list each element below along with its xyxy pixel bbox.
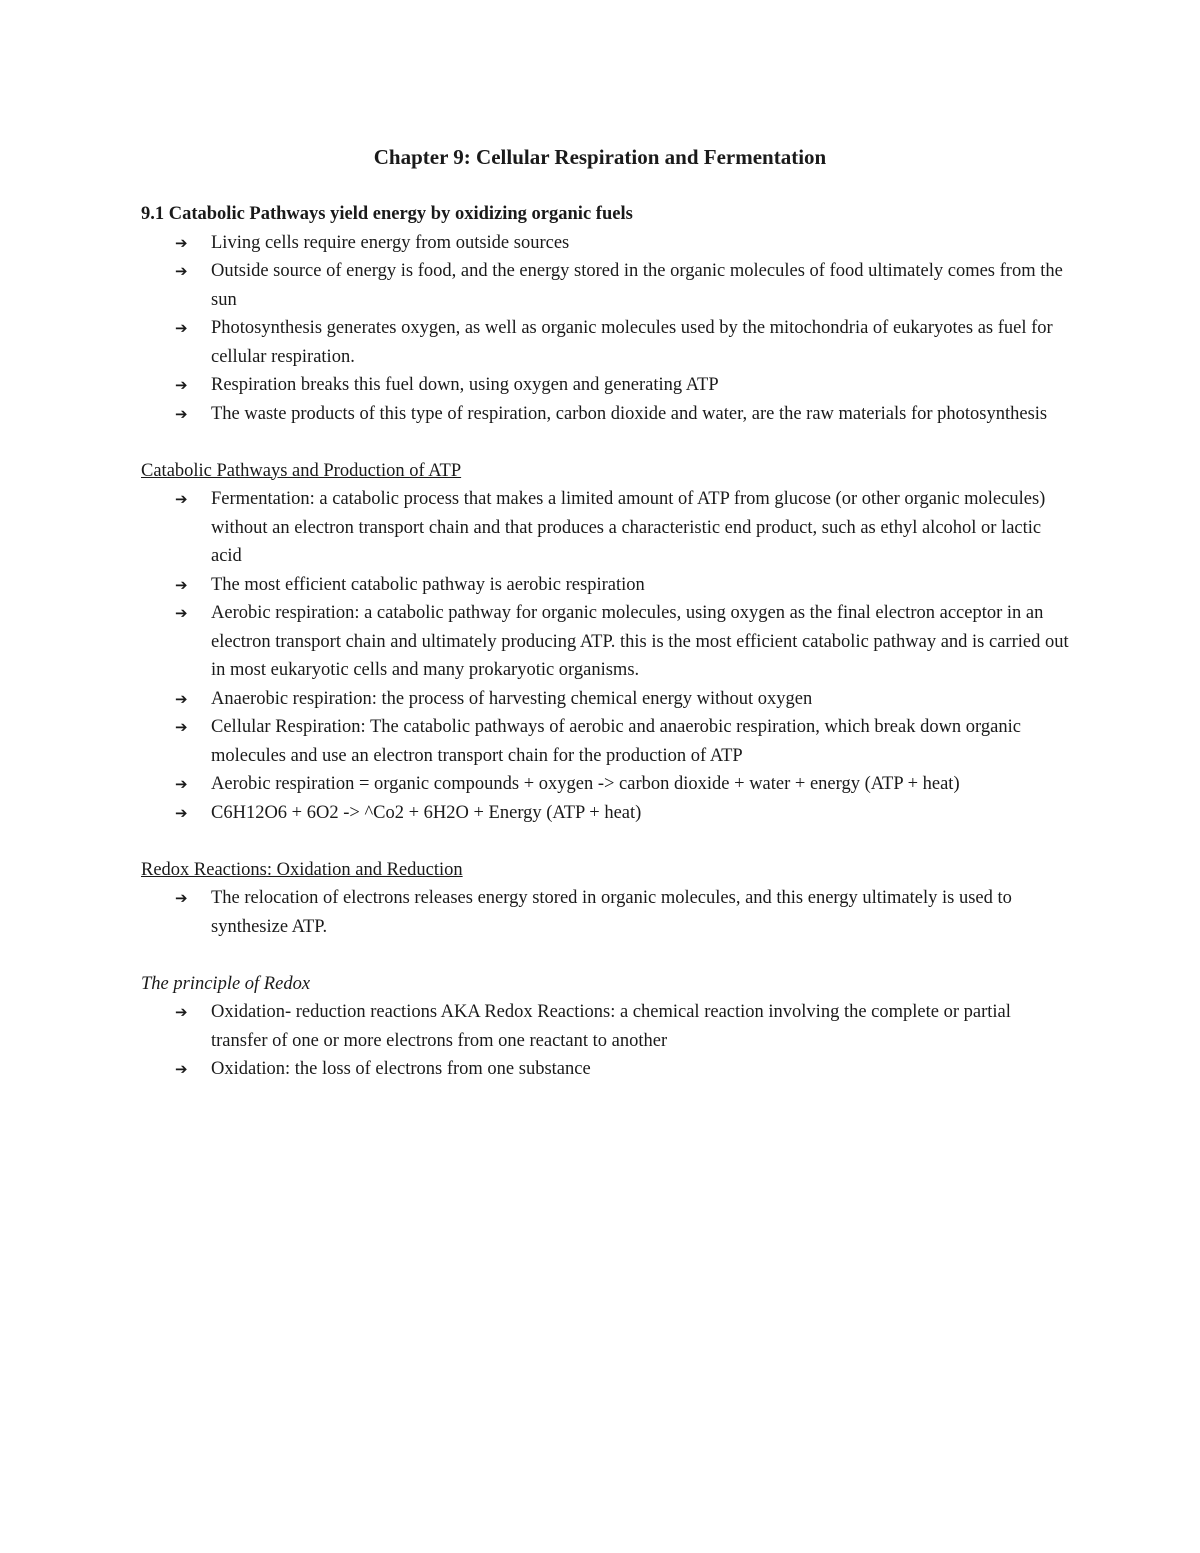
bullet-list-catabolic-atp [141, 485, 1071, 827]
arrow-icon: ➔ [175, 404, 188, 423]
arrow-icon: ➔ [175, 490, 188, 508]
list-item [141, 884, 1071, 941]
section-heading-redox-reactions: Redox Reactions: Oxidation and Reduction [141, 859, 463, 880]
section-heading-catabolic-atp: Catabolic Pathways and Production of ATP [141, 460, 462, 481]
list-item [141, 799, 1071, 828]
list-item-text: The most efficient catabolic pathway is aerobic respiration [211, 574, 645, 595]
bullet-list-principle-of-redox [141, 998, 1071, 1084]
list-item-text: Photosynthesis generates oxygen, as well as organic molecules used by the mitochondria of eukaryotes as fuel for cellular respiration. [211, 318, 1053, 367]
list-item [141, 400, 1071, 429]
list-item [141, 770, 1071, 799]
arrow-icon: ➔ [175, 575, 188, 594]
list-item-text: The relocation of electrons releases energy stored in organic molecules, and this energy ultimately is used to synthesize ATP. [211, 888, 1012, 937]
list-item-text: Living cells require energy from outside sources [211, 232, 570, 253]
list-item-text: Respiration breaks this fuel down, using oxygen and generating ATP [211, 375, 719, 395]
list-item-text: C6H12O6 + 6O2 -> ^Co2 + 6H2O + Energy (ATP + heat) [211, 802, 642, 823]
list-item [141, 571, 1071, 600]
list-item [141, 713, 1071, 770]
document-body [141, 200, 1071, 1112]
list-item-text: Aerobic respiration = organic compounds + oxygen -> carbon dioxide + water + energy (ATP + heat) [211, 774, 960, 794]
arrow-icon: ➔ [175, 889, 188, 907]
list-item-text: Oxidation: the loss of electrons from one substance [211, 1059, 591, 1079]
section-heading-9-1: 9.1 Catabolic Pathways yield energy by oxidizing organic fuels [141, 204, 633, 224]
list-item [141, 314, 1071, 371]
arrow-icon: ➔ [175, 689, 188, 708]
list-item [141, 1055, 1071, 1084]
list-item-text: Aerobic respiration: a catabolic pathway for organic molecules, using oxygen as the final electron acceptor in an electron transport chain and ultimately producing ATP. this is the most efficient catabolic pathway and is carried out in most eukaryotic cells and many prokaryotic organisms. [211, 603, 1069, 680]
list-item [141, 371, 1071, 400]
arrow-icon: ➔ [175, 803, 188, 822]
arrow-icon: ➔ [175, 376, 188, 394]
list-item [141, 257, 1071, 314]
arrow-icon: ➔ [175, 1060, 188, 1078]
arrow-icon: ➔ [175, 262, 188, 280]
arrow-icon: ➔ [175, 718, 188, 736]
list-item-text: Fermentation: a catabolic process that makes a limited amount of ATP from glucose (or other organic molecules) without an electron transport chain and that produces a characteristic end product, such as ethyl alcohol or lactic acid [211, 489, 1046, 566]
arrow-icon: ➔ [175, 775, 188, 793]
list-item-text: Anaerobic respiration: the process of harvesting chemical energy without oxygen [211, 688, 813, 709]
bullet-list-9-1 [141, 229, 1071, 429]
list-item [141, 229, 1071, 258]
list-item [141, 685, 1071, 714]
arrow-icon: ➔ [175, 233, 188, 252]
arrow-icon: ➔ [175, 604, 188, 622]
list-item-text: Outside source of energy is food, and the energy stored in the organic molecules of food ultimately comes from the sun [211, 261, 1063, 310]
arrow-icon: ➔ [175, 319, 188, 337]
section-heading-principle-of-redox: The principle of Redox [141, 973, 311, 994]
arrow-icon: ➔ [175, 1003, 188, 1021]
bullet-list-redox-reactions [141, 884, 1071, 941]
list-item-text: Oxidation- reduction reactions AKA Redox Reactions: a chemical reaction involving the complete or partial transfer of one or more electrons from one reactant to another [211, 1002, 1011, 1051]
list-item-text: Cellular Respiration: The catabolic pathways of aerobic and anaerobic respiration, which break down organic molecules and use an electron transport chain for the production of ATP [211, 717, 1021, 766]
list-item [141, 599, 1071, 685]
page-title: Chapter 9: Cellular Respiration and Fermentation [373, 145, 827, 169]
list-item-text: The waste products of this type of respiration, carbon dioxide and water, are the raw materials for photosynthesis [211, 403, 1048, 424]
list-item [141, 998, 1071, 1055]
list-item [141, 485, 1071, 571]
